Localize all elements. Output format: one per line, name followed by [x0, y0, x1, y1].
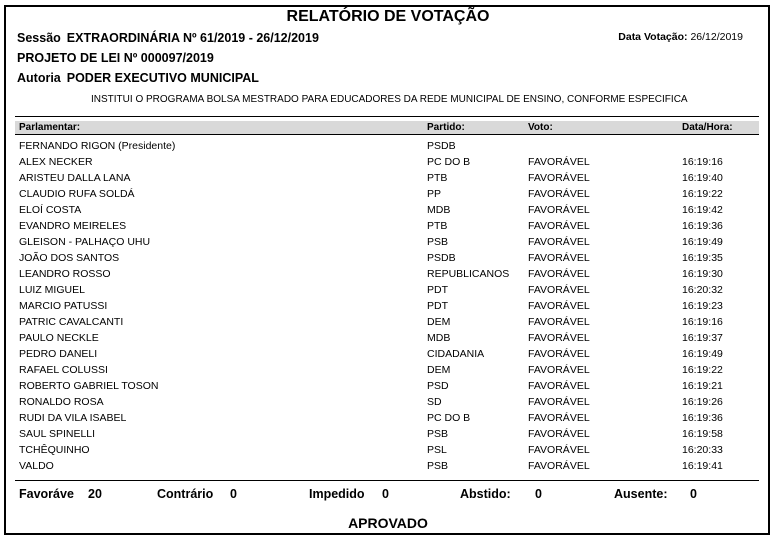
cell-partido: PSL: [427, 444, 447, 456]
cell-voto: FAVORÁVEL: [528, 364, 590, 376]
cell-parlamentar: TCHÊQUINHO: [19, 444, 90, 456]
cell-voto: FAVORÁVEL: [528, 428, 590, 440]
cell-parlamentar: MARCIO PATUSSI: [19, 300, 108, 312]
cell-data-hora: 16:19:16: [682, 156, 723, 168]
cell-parlamentar: SAUL SPINELLI: [19, 428, 96, 440]
authorship-label: Autoria: [17, 71, 61, 85]
cell-parlamentar: ROBERTO GABRIEL TOSON: [19, 380, 159, 392]
table-row: [0, 154, 776, 170]
cell-data-hora: 16:19:22: [682, 364, 723, 376]
cell-voto: FAVORÁVEL: [528, 380, 590, 392]
col-parlamentar: Parlamentar:: [19, 122, 81, 133]
total-favoravel: [19, 487, 74, 501]
cell-parlamentar: EVANDRO MEIRELES: [19, 220, 127, 232]
cell-parlamentar: PEDRO DANELI: [19, 348, 98, 360]
cell-parlamentar: VALDO: [19, 460, 54, 472]
cell-partido: PSDB: [427, 252, 456, 264]
cell-data-hora: 16:19:23: [682, 300, 723, 312]
cell-voto: FAVORÁVEL: [528, 204, 590, 216]
cell-voto: FAVORÁVEL: [528, 220, 590, 232]
total-abstido-value: 0: [535, 487, 542, 501]
cell-data-hora: 16:19:22: [682, 188, 723, 200]
cell-data-hora: 16:19:41: [682, 460, 723, 472]
vote-result: APROVADO: [348, 515, 428, 531]
cell-partido: CIDADANIA: [427, 348, 485, 360]
cell-voto: FAVORÁVEL: [528, 412, 590, 424]
cell-voto: FAVORÁVEL: [528, 268, 590, 280]
cell-data-hora: 16:19:21: [682, 380, 723, 392]
table-row: [0, 330, 776, 346]
cell-parlamentar: LEANDRO ROSSO: [19, 268, 111, 280]
cell-data-hora: 16:19:36: [682, 412, 723, 424]
vote-date-label: Data Votação:: [618, 31, 688, 43]
cell-parlamentar: ALEX NECKER: [19, 156, 93, 168]
table-row: [0, 218, 776, 234]
session-line: [17, 31, 319, 45]
total-favoravel-label: Favoráve: [19, 487, 74, 501]
total-abstido-label: Abstido:: [460, 487, 511, 501]
table-row: [0, 458, 776, 474]
cell-parlamentar: ELOÍ COSTA: [19, 204, 82, 216]
table-row: [0, 410, 776, 426]
total-impedido-value: 0: [382, 487, 389, 501]
cell-parlamentar: CLAUDIO RUFA SOLDÁ: [19, 188, 135, 200]
cell-parlamentar: RUDI DA VILA ISABEL: [19, 412, 127, 424]
cell-partido: PDT: [427, 300, 448, 312]
bill-number: PROJETO DE LEI Nº 000097/2019: [17, 51, 214, 65]
table-row: [0, 138, 776, 154]
cell-parlamentar: ARISTEU DALLA LANA: [19, 172, 131, 184]
cell-data-hora: 16:19:49: [682, 348, 723, 360]
authorship-line: [17, 71, 259, 85]
cell-data-hora: 16:19:30: [682, 268, 723, 280]
cell-voto: FAVORÁVEL: [528, 444, 590, 456]
cell-voto: FAVORÁVEL: [528, 396, 590, 408]
bill-summary: INSTITUI O PROGRAMA BOLSA MESTRADO PARA EDUCADORES DA REDE MUNICIPAL DE ENSINO, CONFORME ESPECIFICA: [91, 94, 688, 105]
cell-voto: FAVORÁVEL: [528, 316, 590, 328]
cell-voto: FAVORÁVEL: [528, 236, 590, 248]
total-contrario-label: Contrário: [157, 487, 214, 501]
cell-parlamentar: LUIZ MIGUEL: [19, 284, 85, 296]
table-row: [0, 394, 776, 410]
report-title: RELATÓRIO DE VOTAÇÃO: [286, 8, 490, 25]
cell-partido: PSDB: [427, 140, 456, 152]
cell-data-hora: 16:19:40: [682, 172, 723, 184]
total-ausente-label: Ausente:: [614, 487, 668, 501]
cell-partido: PSB: [427, 460, 449, 472]
cell-voto: FAVORÁVEL: [528, 348, 590, 360]
table-row: [0, 442, 776, 458]
cell-data-hora: 16:19:16: [682, 316, 723, 328]
total-impedido-label: Impedido: [309, 487, 365, 501]
cell-data-hora: 16:19:26: [682, 396, 723, 408]
cell-data-hora: 16:19:58: [682, 428, 723, 440]
cell-parlamentar: PAULO NECKLE: [19, 332, 99, 344]
header-divider: [15, 116, 759, 117]
cell-data-hora: 16:20:33: [682, 444, 723, 456]
cell-voto: FAVORÁVEL: [528, 332, 590, 344]
session-label: Sessão: [17, 31, 61, 45]
table-row: [0, 170, 776, 186]
table-row: [0, 250, 776, 266]
cell-voto: FAVORÁVEL: [528, 300, 590, 312]
table-header: [15, 121, 759, 135]
table-row: [0, 346, 776, 362]
authorship-value: PODER EXECUTIVO MUNICIPAL: [66, 71, 259, 85]
vote-table-body: [0, 138, 776, 474]
cell-data-hora: 16:19:42: [682, 204, 723, 216]
cell-parlamentar: RAFAEL COLUSSI: [19, 364, 108, 376]
session-value: EXTRAORDINÁRIA Nº 61/2019 - 26/12/2019: [66, 31, 319, 45]
table-row: [0, 202, 776, 218]
cell-partido: MDB: [427, 204, 451, 216]
cell-partido: SD: [427, 396, 442, 408]
cell-parlamentar: GLEISON - PALHAÇO UHU: [19, 236, 151, 248]
cell-partido: MDB: [427, 332, 451, 344]
cell-data-hora: 16:19:49: [682, 236, 723, 248]
cell-data-hora: 16:20:32: [682, 284, 723, 296]
table-row: [0, 362, 776, 378]
total-contrario-value: 0: [230, 487, 237, 501]
cell-data-hora: 16:19:36: [682, 220, 723, 232]
cell-partido: PC DO B: [427, 412, 471, 424]
cell-partido: PTB: [427, 172, 448, 184]
col-voto: Voto:: [528, 122, 553, 133]
cell-parlamentar: JOÃO DOS SANTOS: [19, 252, 120, 264]
cell-parlamentar: RONALDO ROSA: [19, 396, 104, 408]
table-row: [0, 266, 776, 282]
table-row: [0, 426, 776, 442]
cell-partido: REPUBLICANOS: [427, 268, 510, 280]
table-row: [0, 314, 776, 330]
cell-voto: FAVORÁVEL: [528, 284, 590, 296]
vote-date-value: 26/12/2019: [690, 31, 743, 43]
total-ausente-value: 0: [690, 487, 697, 501]
cell-partido: PP: [427, 188, 442, 200]
total-favoravel-value: 20: [88, 487, 102, 501]
cell-partido: PTB: [427, 220, 448, 232]
cell-parlamentar: FERNANDO RIGON (Presidente): [19, 140, 176, 152]
table-row: [0, 234, 776, 250]
cell-partido: PSD: [427, 380, 449, 392]
totals-divider: [15, 480, 759, 481]
table-row: [0, 378, 776, 394]
cell-voto: FAVORÁVEL: [528, 188, 590, 200]
col-partido: Partido:: [427, 122, 465, 133]
table-row: [0, 186, 776, 202]
cell-partido: DEM: [427, 316, 451, 328]
cell-voto: FAVORÁVEL: [528, 252, 590, 264]
table-row: [0, 298, 776, 314]
cell-data-hora: 16:19:37: [682, 332, 723, 344]
cell-voto: FAVORÁVEL: [528, 156, 590, 168]
cell-voto: FAVORÁVEL: [528, 460, 590, 472]
cell-voto: FAVORÁVEL: [528, 172, 590, 184]
cell-partido: DEM: [427, 364, 451, 376]
table-row: [0, 282, 776, 298]
cell-data-hora: 16:19:35: [682, 252, 723, 264]
col-data-hora: Data/Hora:: [682, 122, 733, 133]
cell-partido: PSB: [427, 428, 449, 440]
vote-date: [618, 31, 743, 43]
cell-partido: PDT: [427, 284, 448, 296]
cell-partido: PC DO B: [427, 156, 471, 168]
cell-parlamentar: PATRIC CAVALCANTI: [19, 316, 124, 328]
cell-partido: PSB: [427, 236, 449, 248]
